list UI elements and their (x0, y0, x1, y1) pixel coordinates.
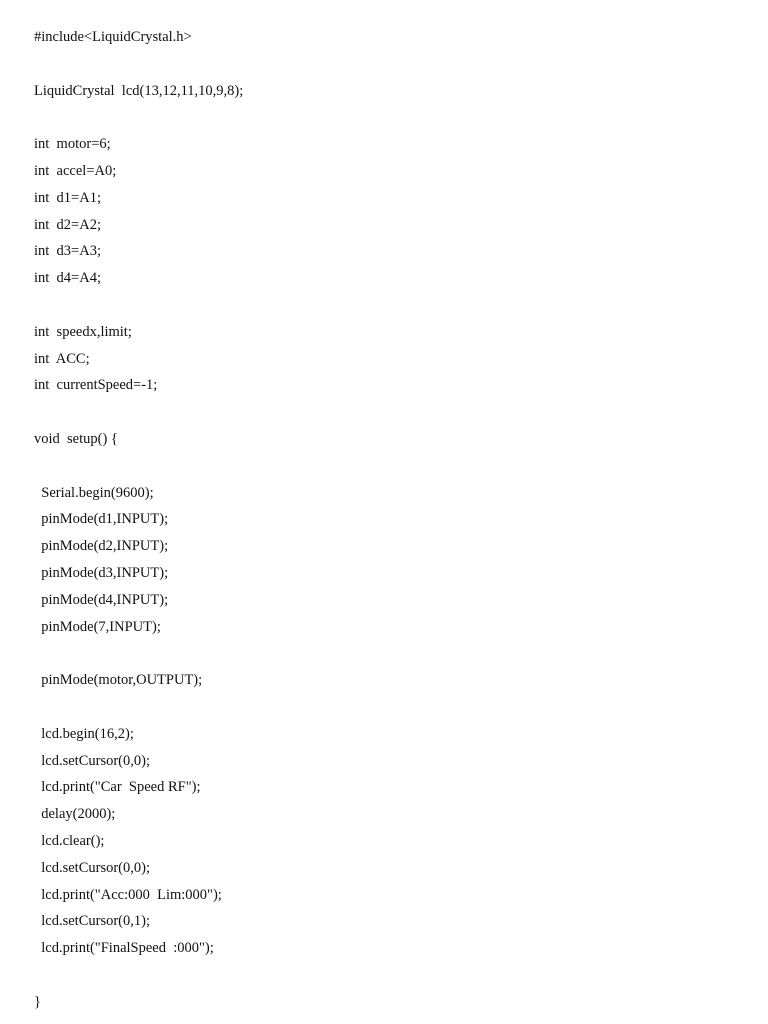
blank-line (34, 399, 243, 426)
code-line-include: #include<LiquidCrystal.h> (34, 29, 192, 45)
code-line-lcd-print-acc: lcd.print("Acc:000 Lim:000"); (34, 886, 222, 903)
code-line-pinmode-d2: pinMode(d2,INPUT); (34, 538, 169, 555)
code-line-d3: int d3=A3; (34, 243, 101, 260)
blank-line (34, 104, 243, 131)
code-line-current-speed: int currentSpeed=-1; (34, 377, 158, 394)
code-line-pinmode-d3: pinMode(d3,INPUT); (34, 564, 169, 581)
blank-line (34, 640, 243, 667)
code-line-lcd-print-title: lcd.print("Car Speed RF"); (34, 779, 201, 796)
code-line-pinmode-motor: pinMode(motor,OUTPUT); (34, 672, 203, 689)
code-line-lcd-setcursor-3: lcd.setCursor(0,1); (34, 913, 150, 930)
blank-line (34, 51, 243, 78)
code-listing (34, 24, 243, 1015)
code-line-lcd-clear: lcd.clear(); (34, 832, 105, 849)
code-line-d4: int d4=A4; (34, 270, 101, 287)
blank-line (34, 453, 243, 480)
code-line-lcd-setcursor-1: lcd.setCursor(0,0); (34, 752, 150, 769)
code-line-pinmode-d1: pinMode(d1,INPUT); (34, 511, 169, 528)
code-line-lcd-setcursor-2: lcd.setCursor(0,0); (34, 859, 150, 876)
code-line-setup-open: void setup() { (34, 430, 118, 447)
code-line-accel: int accel=A0; (34, 162, 117, 179)
code-line-delay: delay(2000); (34, 806, 116, 823)
code-line-lcd-print-final: lcd.print("FinalSpeed :000"); (34, 940, 214, 957)
code-line-speedx-limit: int speedx,limit; (34, 323, 132, 340)
code-line-pinmode-d4: pinMode(d4,INPUT); (34, 591, 169, 608)
blank-line (34, 962, 243, 989)
code-line-d1: int d1=A1; (34, 189, 101, 206)
blank-line (34, 694, 243, 721)
code-line-motor: int motor=6; (34, 136, 111, 153)
code-line-serial-begin: Serial.begin(9600); (34, 484, 154, 501)
code-line-pinmode-7: pinMode(7,INPUT); (34, 618, 161, 635)
code-line-acc: int ACC; (34, 350, 90, 367)
code-line-setup-close: } (34, 993, 41, 1010)
code-line-d2: int d2=A2; (34, 216, 101, 233)
blank-line (34, 292, 243, 319)
code-line-lcd-declaration: LiquidCrystal lcd(13,12,11,10,9,8); (34, 82, 244, 99)
code-line-lcd-begin: lcd.begin(16,2); (34, 725, 134, 742)
